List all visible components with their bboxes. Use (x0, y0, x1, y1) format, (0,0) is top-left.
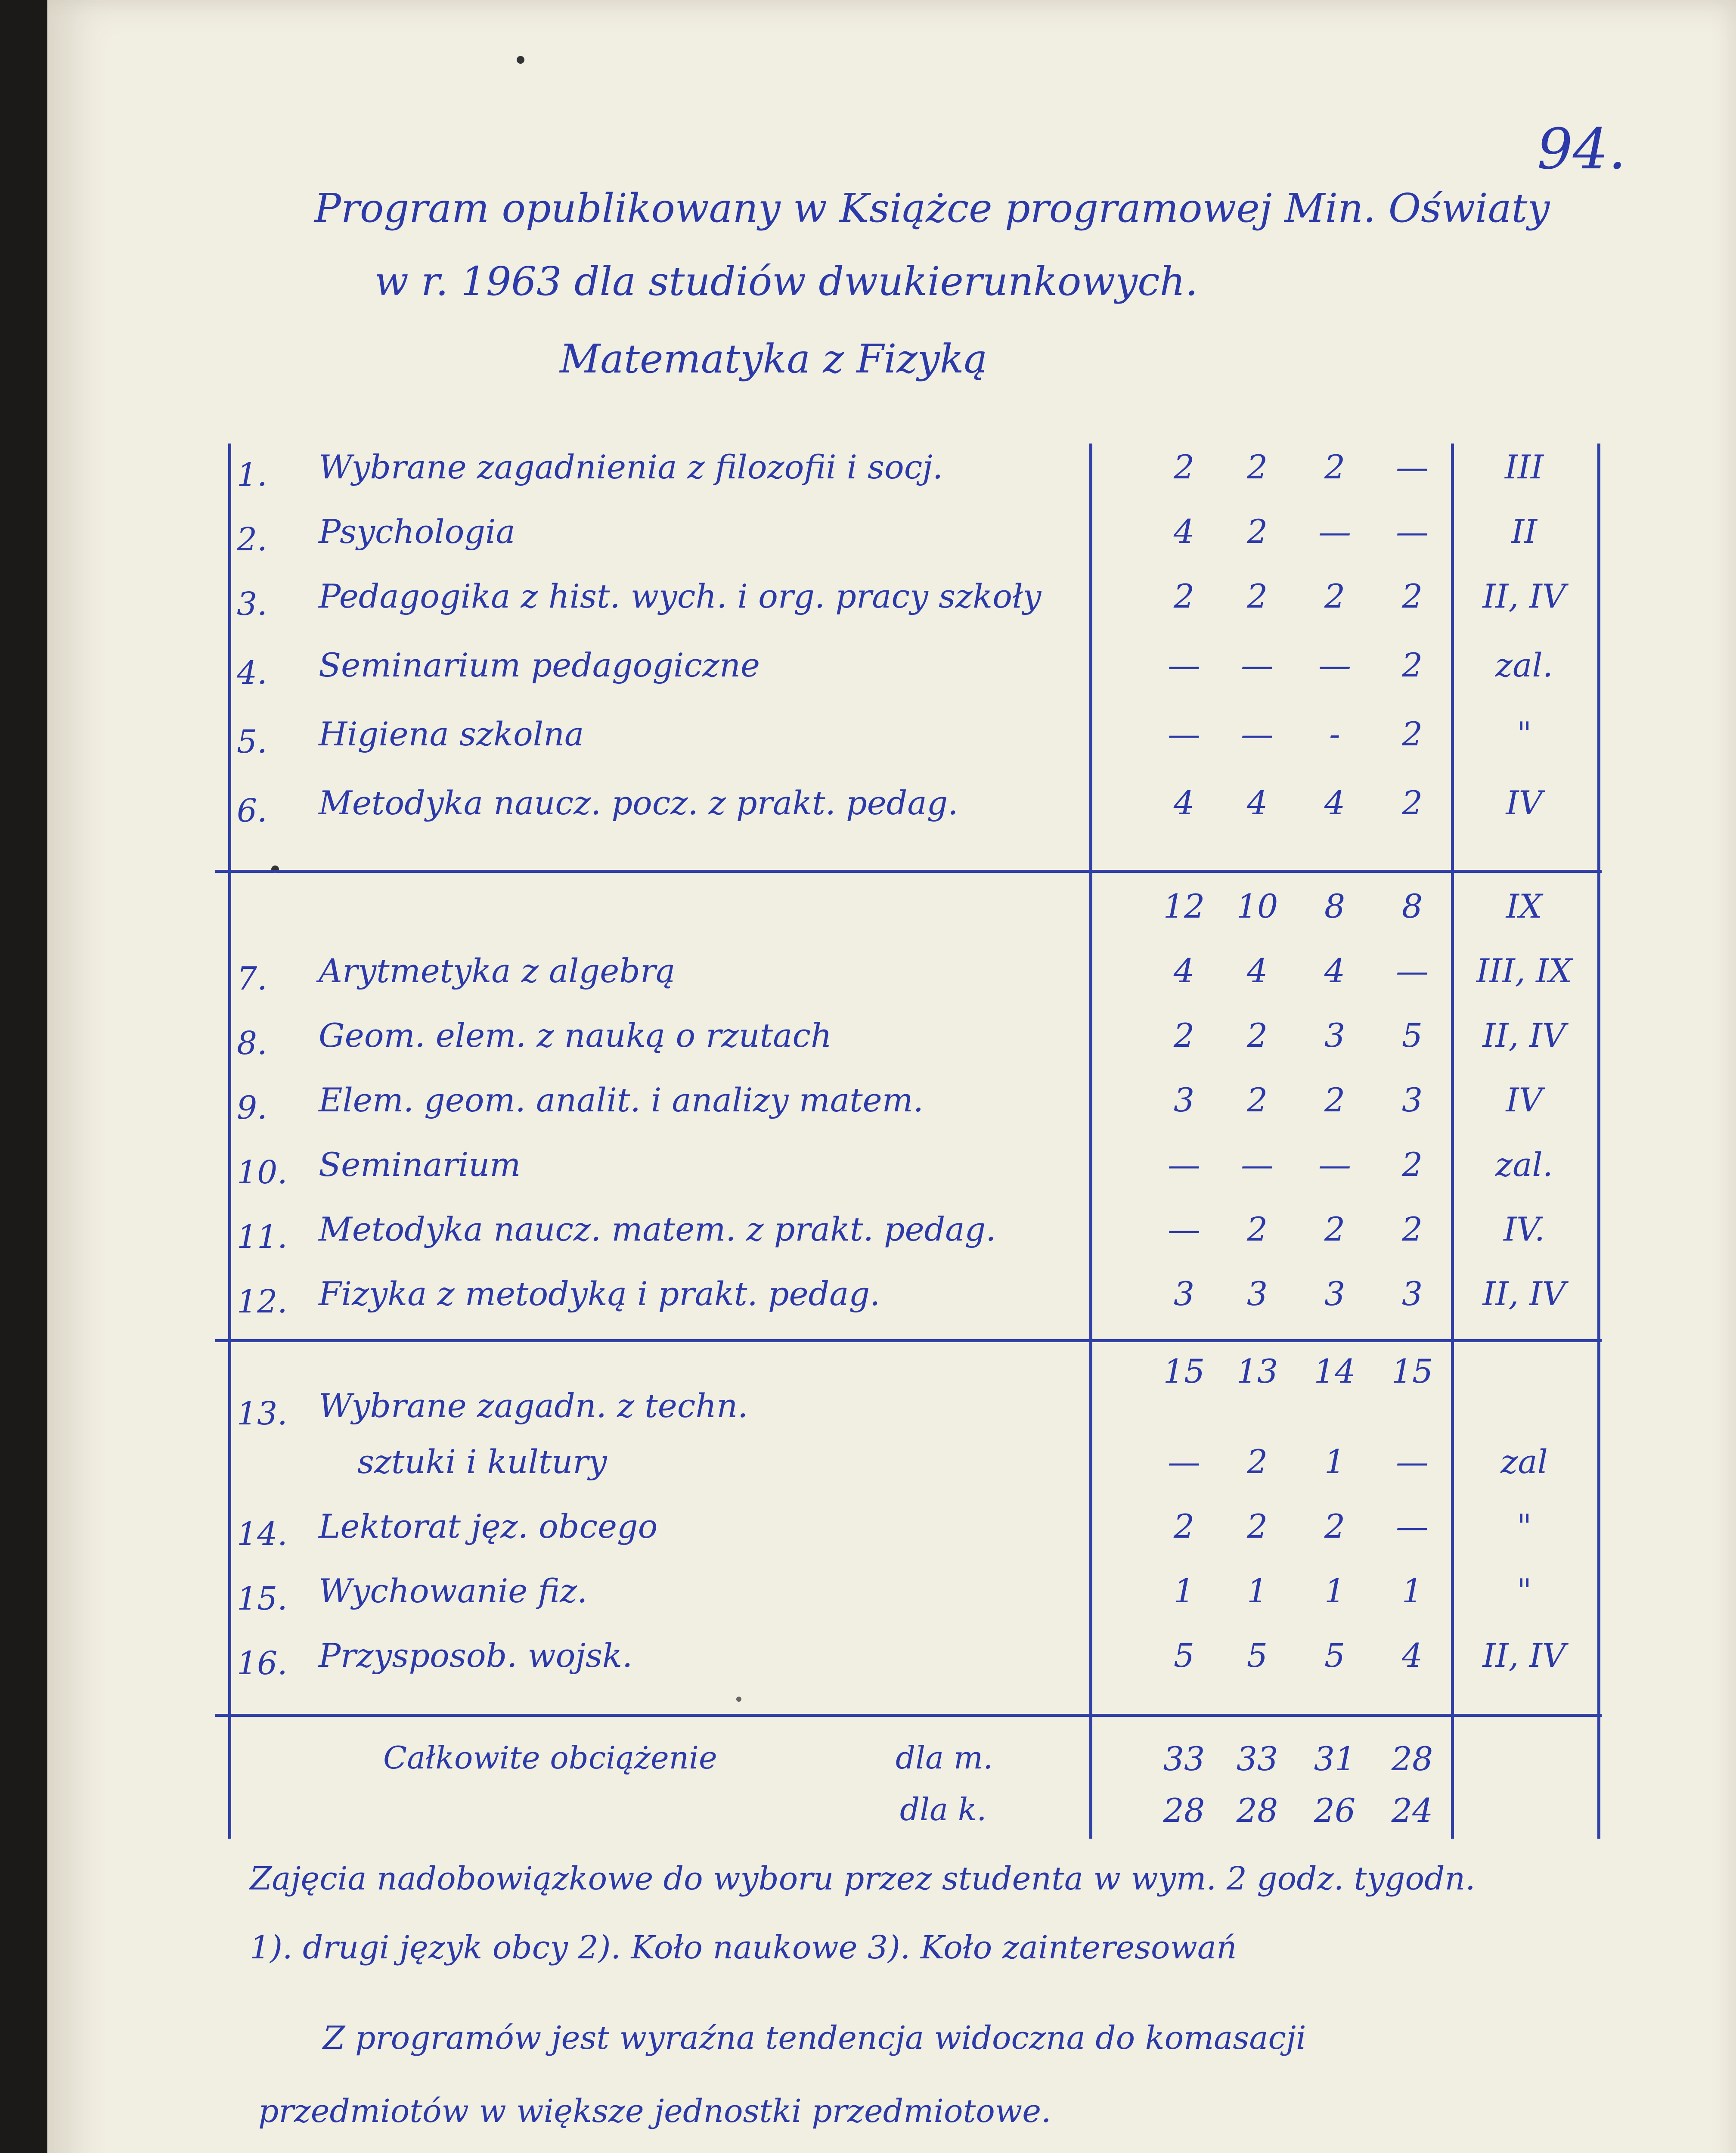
table-divider-1 (215, 870, 1602, 873)
row-hours-year-4: 2 (1401, 577, 1423, 615)
table-notes-rule (1451, 444, 1454, 1839)
row-exam-note: II, IV (1482, 1275, 1566, 1313)
row-hours-year-4: 15 (1391, 1352, 1433, 1390)
row-subject: Fizyka z metodyką i prakt. pedag. (319, 1275, 880, 1313)
row-number: 16. (237, 1645, 288, 1682)
row-hours-year-4: 2 (1401, 784, 1423, 822)
row-subject: Seminarium pedagogiczne (319, 646, 760, 684)
row-hours-year-4: — (1396, 1443, 1429, 1481)
row-hours-year-3: — (1318, 1145, 1351, 1184)
row-subject: sztuki i kultury (357, 1443, 607, 1481)
total-women-year-2: 28 (1236, 1791, 1278, 1830)
row-hours-year-4: 8 (1401, 887, 1423, 925)
totals-men-label: dla m. (896, 1740, 993, 1776)
row-hours-year-3: 1 (1324, 1443, 1345, 1481)
row-hours-year-2: 10 (1236, 887, 1278, 925)
row-number: 8. (237, 1025, 267, 1062)
row-subject: Pedagogika z hist. wych. i org. pracy szkoły (319, 577, 1042, 615)
row-hours-year-2: — (1241, 1145, 1274, 1184)
row-hours-year-2: 2 (1246, 1443, 1268, 1481)
row-subject: Metodyka naucz. pocz. z prakt. pedag. (319, 784, 958, 822)
row-hours-year-1: 4 (1173, 512, 1195, 551)
row-subject: Metodyka naucz. matem. z prakt. pedag. (319, 1210, 996, 1248)
note-line-3: Z programów jest wyraźna tendencja widoczna do komasacji (323, 2020, 1306, 2057)
row-hours-year-4: 1 (1401, 1572, 1423, 1610)
total-men-year-1: 33 (1163, 1740, 1205, 1778)
row-hours-year-1: 15 (1163, 1352, 1205, 1390)
row-exam-note: " (1516, 715, 1532, 753)
row-number: 1. (237, 456, 267, 493)
row-hours-year-1: 2 (1173, 1016, 1195, 1055)
totals-label: Całkowite obciążenie (383, 1740, 717, 1776)
row-hours-year-1: 12 (1163, 887, 1205, 925)
total-men-year-2: 33 (1236, 1740, 1278, 1778)
row-hours-year-2: 13 (1236, 1352, 1278, 1390)
row-hours-year-3: - (1329, 715, 1340, 753)
row-hours-year-3: 8 (1324, 887, 1345, 925)
row-hours-year-3: 4 (1324, 952, 1345, 990)
row-subject: Lektorat jęz. obcego (319, 1507, 658, 1545)
row-exam-note: II, IV (1482, 1636, 1566, 1675)
table-right-rule (1597, 444, 1600, 1839)
row-hours-year-2: — (1241, 715, 1274, 753)
row-hours-year-4: 3 (1401, 1081, 1423, 1119)
row-exam-note: IV. (1504, 1210, 1545, 1248)
table-mid-rule (1089, 444, 1092, 1839)
row-hours-year-1: — (1168, 1145, 1200, 1184)
row-hours-year-2: 5 (1246, 1636, 1268, 1675)
title-line-2: w r. 1963 dla studiów dwukierunkowych. (375, 258, 1198, 304)
row-hours-year-3: 5 (1324, 1636, 1345, 1675)
row-hours-year-1: — (1168, 1443, 1200, 1481)
paper-speck (736, 1697, 741, 1702)
row-hours-year-1: — (1168, 646, 1200, 684)
row-exam-note: II, IV (1482, 1016, 1566, 1055)
row-exam-note: III, IX (1476, 952, 1572, 990)
row-number: 2. (237, 521, 267, 558)
row-hours-year-2: 2 (1246, 1507, 1268, 1545)
row-hours-year-3: 2 (1324, 1507, 1345, 1545)
row-subject: Przysposob. wojsk. (319, 1636, 633, 1675)
row-subject: Elem. geom. analit. i analizy matem. (319, 1081, 924, 1119)
row-hours-year-2: 1 (1246, 1572, 1268, 1610)
row-hours-year-1: 4 (1173, 952, 1195, 990)
row-hours-year-4: 2 (1401, 1145, 1423, 1184)
row-subject: Psychologia (319, 512, 515, 551)
row-exam-note: " (1516, 1507, 1532, 1545)
row-hours-year-1: 4 (1173, 784, 1195, 822)
row-subject: Wybrane zagadnienia z filozofii i socj. (319, 448, 943, 486)
row-number: 10. (237, 1154, 288, 1191)
row-hours-year-3: — (1318, 646, 1351, 684)
row-hours-year-1: 2 (1173, 1507, 1195, 1545)
row-subject: Higiena szkolna (319, 715, 584, 753)
note-line-2: 1). drugi język obcy 2). Koło naukowe 3). Koło zainteresowań (250, 1929, 1237, 1966)
row-number: 11. (237, 1219, 288, 1256)
total-men-year-4: 28 (1391, 1740, 1433, 1778)
row-hours-year-3: 14 (1314, 1352, 1356, 1390)
row-number: 4. (237, 655, 267, 692)
row-number: 5. (237, 723, 267, 760)
row-hours-year-4: 2 (1401, 646, 1423, 684)
row-hours-year-2: 2 (1246, 1016, 1268, 1055)
row-number: 6. (237, 792, 267, 829)
row-subject: Wybrane zagadn. z techn. (319, 1387, 748, 1425)
note-line-1: Zajęcia nadobowiązkowe do wyboru przez studenta w wym. 2 godz. tygodn. (250, 1860, 1476, 1897)
row-hours-year-1: — (1168, 1210, 1200, 1248)
row-subject: Arytmetyka z algebrą (319, 952, 676, 990)
row-hours-year-2: 2 (1246, 1210, 1268, 1248)
row-hours-year-3: 2 (1324, 448, 1345, 486)
total-men-year-3: 31 (1314, 1740, 1356, 1778)
row-hours-year-1: 3 (1173, 1081, 1195, 1119)
row-subject: Wychowanie fiz. (319, 1572, 588, 1610)
row-number: 15. (237, 1580, 288, 1617)
row-hours-year-2: 2 (1246, 448, 1268, 486)
table-divider-3 (215, 1714, 1602, 1717)
title-line-3: Matematyka z Fizyką (560, 336, 988, 382)
row-number: 7. (237, 960, 267, 997)
row-hours-year-4: 2 (1401, 715, 1423, 753)
row-hours-year-3: — (1318, 512, 1351, 551)
row-hours-year-2: 3 (1246, 1275, 1268, 1313)
row-hours-year-4: — (1396, 512, 1429, 551)
note-line-4: przedmiotów w większe jednostki przedmiotowe. (258, 2093, 1051, 2130)
row-number: 9. (237, 1089, 267, 1126)
row-hours-year-3: 2 (1324, 1210, 1345, 1248)
row-hours-year-1: — (1168, 715, 1200, 753)
row-hours-year-3: 1 (1324, 1572, 1345, 1610)
row-hours-year-4: — (1396, 1507, 1429, 1545)
row-exam-note: IV (1506, 1081, 1543, 1119)
row-number: 3. (237, 586, 267, 623)
row-exam-note: IX (1506, 887, 1543, 925)
row-exam-note: II (1511, 512, 1538, 551)
row-hours-year-4: 2 (1401, 1210, 1423, 1248)
row-hours-year-2: 2 (1246, 577, 1268, 615)
row-exam-note: II, IV (1482, 577, 1566, 615)
row-hours-year-2: 2 (1246, 1081, 1268, 1119)
row-hours-year-3: 2 (1324, 1081, 1345, 1119)
row-hours-year-3: 3 (1324, 1016, 1345, 1055)
row-hours-year-1: 2 (1173, 448, 1195, 486)
row-hours-year-4: 5 (1401, 1016, 1423, 1055)
row-subject: Geom. elem. z nauką o rzutach (319, 1016, 832, 1055)
total-women-year-3: 26 (1314, 1791, 1356, 1830)
row-exam-note: IV (1506, 784, 1543, 822)
row-hours-year-2: 2 (1246, 512, 1268, 551)
table-divider-2 (215, 1339, 1602, 1342)
notebook-page (47, 0, 1736, 2153)
row-hours-year-4: 4 (1401, 1636, 1423, 1675)
row-number: 12. (237, 1283, 288, 1320)
row-exam-note: zal. (1495, 1145, 1553, 1184)
total-women-year-4: 24 (1391, 1791, 1433, 1830)
row-hours-year-1: 1 (1173, 1572, 1195, 1610)
row-hours-year-4: — (1396, 952, 1429, 990)
row-hours-year-1: 5 (1173, 1636, 1195, 1675)
row-number: 14. (237, 1516, 288, 1553)
row-hours-year-4: — (1396, 448, 1429, 486)
row-hours-year-2: 4 (1246, 952, 1268, 990)
row-hours-year-2: — (1241, 646, 1274, 684)
row-hours-year-3: 3 (1324, 1275, 1345, 1313)
table-left-rule (228, 444, 231, 1839)
total-women-year-1: 28 (1163, 1791, 1205, 1830)
row-hours-year-1: 3 (1173, 1275, 1195, 1313)
row-subject: Seminarium (319, 1145, 521, 1184)
title-line-1: Program opublikowany w Książce programowej Min. Oświaty (314, 185, 1550, 231)
row-number: 13. (237, 1395, 288, 1432)
row-hours-year-4: 3 (1401, 1275, 1423, 1313)
row-hours-year-2: 4 (1246, 784, 1268, 822)
row-exam-note: III (1504, 448, 1544, 486)
row-exam-note: " (1516, 1572, 1532, 1610)
paper-speck (517, 56, 524, 64)
row-hours-year-3: 4 (1324, 784, 1345, 822)
totals-women-label: dla k. (900, 1791, 987, 1827)
row-exam-note: zal. (1495, 646, 1553, 684)
row-hours-year-1: 2 (1173, 577, 1195, 615)
row-exam-note: zal (1500, 1443, 1548, 1481)
row-hours-year-3: 2 (1324, 577, 1345, 615)
page-number: 94. (1537, 116, 1626, 182)
